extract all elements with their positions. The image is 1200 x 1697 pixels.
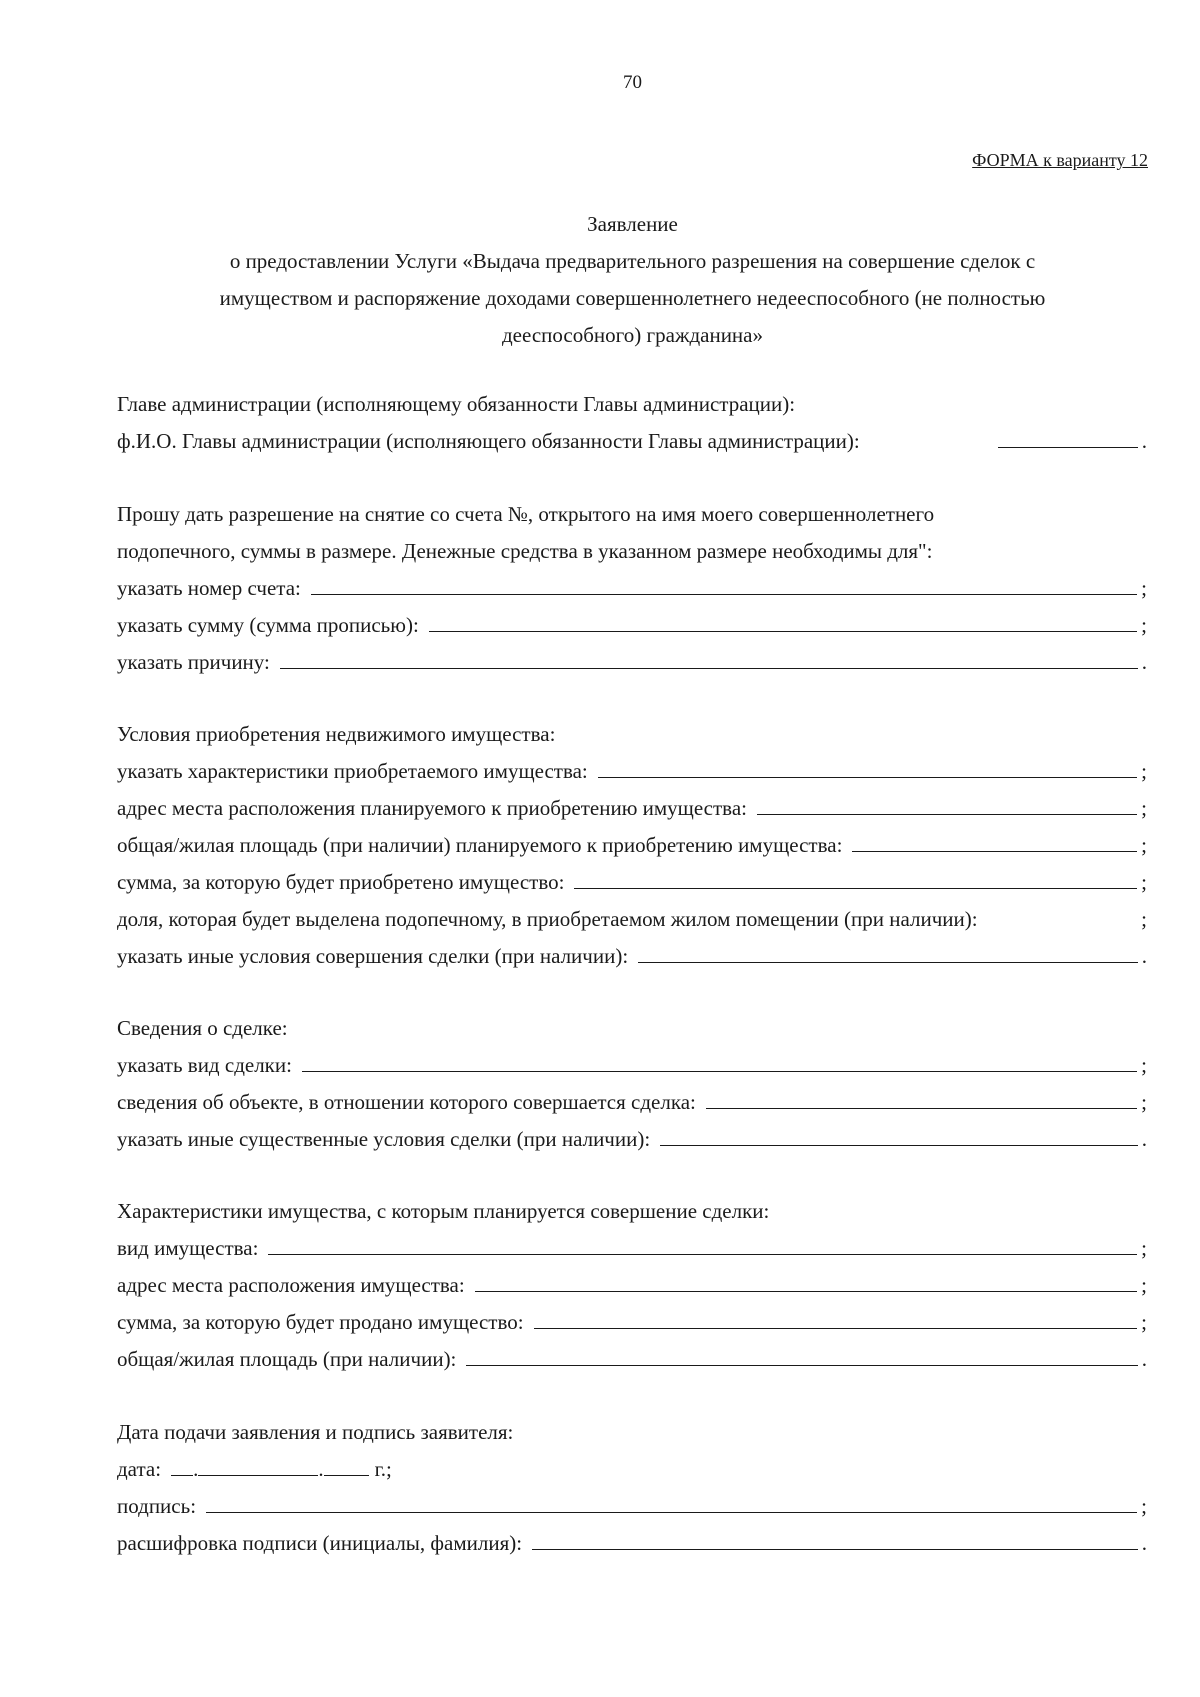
property-type-field[interactable] xyxy=(268,1230,1137,1255)
real-estate-field-area xyxy=(117,827,1147,864)
signature-field-row xyxy=(117,1488,1147,1525)
field-label: общая/жилая площадь (при наличии) планируемого к приобретению имущества: xyxy=(117,833,843,857)
other-conditions-field[interactable] xyxy=(638,938,1138,963)
real-estate-field-other xyxy=(117,938,1147,975)
real-estate-field-sum xyxy=(117,864,1147,901)
property-section xyxy=(117,1193,1147,1378)
date-label: дата: xyxy=(117,1457,162,1481)
row-end-mark: . xyxy=(1141,944,1147,968)
deal-object-field[interactable] xyxy=(706,1084,1137,1109)
property-field-type xyxy=(117,1230,1147,1267)
signature-decoding-row xyxy=(117,1525,1147,1562)
real-estate-field-address xyxy=(117,790,1147,827)
field-label: вид имущества: xyxy=(117,1236,259,1260)
field-label: общая/жилая площадь (при наличии): xyxy=(117,1347,457,1371)
page-number: 70 xyxy=(623,72,642,93)
field-label: указать вид сделки: xyxy=(117,1053,292,1077)
field-label: адрес места расположения имущества: xyxy=(117,1273,465,1297)
sale-sum-field[interactable] xyxy=(534,1304,1138,1329)
property-field-address xyxy=(117,1267,1147,1304)
property-heading: Характеристики имущества, с которым планируется совершение сделки: xyxy=(117,1199,770,1223)
row-end-mark: . xyxy=(1141,1347,1147,1371)
title-main: Заявление xyxy=(587,212,678,236)
real-estate-field-share xyxy=(117,901,1147,938)
addressee-name-row xyxy=(117,423,1147,460)
deal-field-type xyxy=(117,1047,1147,1084)
deal-heading: Сведения о сделке: xyxy=(117,1016,288,1040)
date-row xyxy=(117,1451,1147,1488)
row-end-mark: ; xyxy=(1141,1236,1147,1260)
field-label: подпись: xyxy=(117,1494,197,1518)
date-separator: . xyxy=(318,1457,324,1481)
date-month-field[interactable] xyxy=(198,1451,318,1476)
field-label: сумма, за которую будет продано имущество: xyxy=(117,1310,524,1334)
property-area-field[interactable] xyxy=(852,827,1137,852)
title-sub-line-3: дееспособного) гражданина» xyxy=(502,323,763,347)
signature-field[interactable] xyxy=(206,1488,1137,1513)
request-text-line-2: подопечного, суммы в размере. Денежные средства в указанном размере необходимы для": xyxy=(117,539,933,563)
form-reference: ФОРМА к варианту 12 xyxy=(972,150,1148,170)
deal-terms-field[interactable] xyxy=(660,1121,1138,1146)
reason-field[interactable] xyxy=(280,644,1138,669)
row-end-mark: ; xyxy=(1141,576,1147,600)
deal-field-terms xyxy=(117,1121,1147,1158)
request-text-line-1: Прошу дать разрешение на снятие со счета №, открытого на имя моего совершеннолетнего xyxy=(117,502,935,526)
property-total-area-field[interactable] xyxy=(466,1341,1137,1366)
date-separator: . xyxy=(193,1457,199,1481)
row-end-mark: ; xyxy=(1141,759,1147,783)
date-suffix: г.; xyxy=(374,1457,392,1481)
field-label: указать сумму (сумма прописью): xyxy=(117,613,419,637)
field-label: указать характеристики приобретаемого имущества: xyxy=(117,759,588,783)
property-characteristics-field[interactable] xyxy=(598,753,1137,778)
account-number-field[interactable] xyxy=(311,570,1137,595)
real-estate-section xyxy=(117,716,1147,975)
title-sub-line-2: имуществом и распоряжение доходами совершеннолетнего недееспособного (не полностью xyxy=(219,286,1046,310)
signature-heading: Дата подачи заявления и подпись заявителя: xyxy=(117,1420,514,1444)
field-label: указать причину: xyxy=(117,650,270,674)
row-end-mark: ; xyxy=(1141,1310,1147,1334)
request-field-account xyxy=(117,570,1147,607)
addressee-name-label: ф.И.О. Главы администрации (исполняющего обязанности Главы администрации): xyxy=(117,429,860,453)
date-day-field[interactable] xyxy=(171,1451,193,1476)
signature-decoding-field[interactable] xyxy=(532,1525,1138,1550)
request-field-reason xyxy=(117,644,1147,681)
property-field-area xyxy=(117,1341,1147,1378)
row-end-mark: . xyxy=(1141,1531,1147,1555)
row-end-mark: . xyxy=(1141,429,1147,453)
deal-type-field[interactable] xyxy=(302,1047,1137,1072)
title-sub-line-1: о предоставлении Услуги «Выдача предварительного разрешения на совершение сделок с xyxy=(229,249,1036,273)
row-end-mark: ; xyxy=(1141,870,1147,894)
field-label: расшифровка подписи (инициалы, фамилия): xyxy=(117,1531,523,1555)
field-label: сумма, за которую будет приобретено имущество: xyxy=(117,870,565,894)
row-end-mark: ; xyxy=(1141,1053,1147,1077)
real-estate-heading: Условия приобретения недвижимого имущества: xyxy=(117,722,556,746)
deal-section xyxy=(117,1010,1147,1158)
row-end-mark[interactable]: ; xyxy=(1141,907,1147,931)
request-section xyxy=(117,496,1147,681)
row-end-mark: ; xyxy=(1141,833,1147,857)
row-end-mark: ; xyxy=(1141,613,1147,637)
sum-in-words-field[interactable] xyxy=(429,607,1137,632)
row-end-mark: ; xyxy=(1141,1273,1147,1297)
title-block xyxy=(110,206,1155,354)
real-estate-field-characteristics xyxy=(117,753,1147,790)
deal-field-object xyxy=(117,1084,1147,1121)
row-end-mark: ; xyxy=(1141,1494,1147,1518)
row-end-mark: . xyxy=(1141,650,1147,674)
row-end-mark: ; xyxy=(1141,796,1147,820)
addressee-name-field[interactable] xyxy=(998,423,1138,448)
purchase-sum-field[interactable] xyxy=(574,864,1137,889)
field-label: указать номер счета: xyxy=(117,576,301,600)
row-end-mark: . xyxy=(1141,1127,1147,1151)
field-label: указать иные условия совершения сделки (при наличии): xyxy=(117,944,629,968)
signature-section xyxy=(117,1414,1147,1562)
property-address-field[interactable] xyxy=(757,790,1137,815)
addressee-section xyxy=(117,386,1147,460)
field-label: доля, которая будет выделена подопечному, в приобретаемом жилом помещении (при наличии): xyxy=(117,907,978,931)
field-label: сведения об объекте, в отношении которого совершается сделка: xyxy=(117,1090,696,1114)
property-location-field[interactable] xyxy=(475,1267,1137,1292)
row-end-mark: ; xyxy=(1141,1090,1147,1114)
addressee-line-1: Главе администрации (исполняющему обязанности Главы администрации): xyxy=(117,392,796,416)
property-field-sale-sum xyxy=(117,1304,1147,1341)
request-field-sum xyxy=(117,607,1147,644)
field-label: адрес места расположения планируемого к приобретению имущества: xyxy=(117,796,747,820)
field-label: указать иные существенные условия сделки (при наличии): xyxy=(117,1127,651,1151)
date-year-field[interactable] xyxy=(324,1451,369,1476)
